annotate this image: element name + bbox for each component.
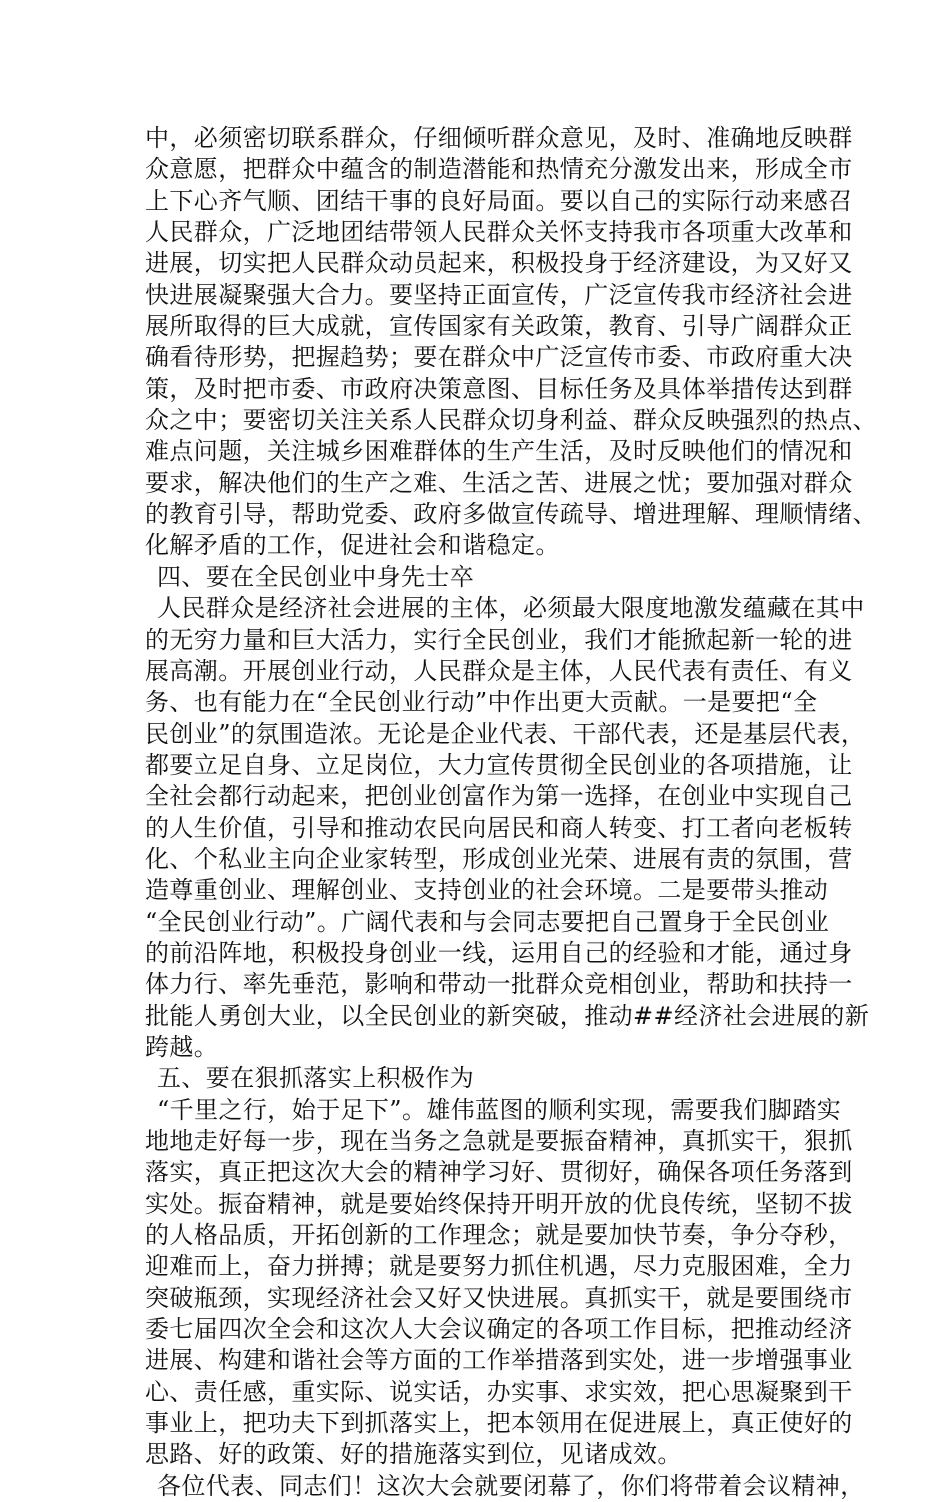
text-line: 难点问题，关注城乡困难群体的生产生活，及时反映他们的情况和 xyxy=(145,437,853,466)
text-line: 的人生价值，引导和推动农民向居民和商人转变、打工者向老板转 xyxy=(145,813,853,842)
text-line: 进展，切实把人民群众动员起来，积极投身于经济建设，为又好又 xyxy=(145,249,853,278)
text-line: 展高潮。开展创业行动，人民群众是主体，人民代表有责任、有义 xyxy=(145,656,853,685)
text-line: 事业上，把功夫下到抓落实上，把本领用在促进展上，真正使好的 xyxy=(145,1409,853,1438)
text-line: 化、个私业主向企业家转型，形成创业光荣、进展有责的氛围，营 xyxy=(145,844,853,873)
text-line: 众之中；要密切关注关系人民群众切身利益、群众反映强烈的热点、 xyxy=(145,406,877,435)
text-line: 突破瓶颈，实现经济社会又好又快进展。真抓实干，就是要围绕市 xyxy=(145,1283,853,1312)
text-line: 务、也有能力在“全民创业行动”中作出更大贡献。一是要把“全 xyxy=(145,688,818,717)
text-line: 委七届四次全会和这次人大会议确定的各项工作目标，把推动经济 xyxy=(145,1315,853,1344)
text-line: 众意愿，把群众中蕴含的制造潜能和热情充分激发出来，形成全市 xyxy=(145,155,853,184)
text-line: 要求，解决他们的生产之难、生活之苦、进展之忧；要加强对群众 xyxy=(145,468,853,497)
text-line: 地地走好每一步，现在当务之急就是要振奋精神，真抓实干，狠抓 xyxy=(145,1127,853,1155)
text-line: 全社会都行动起来，把创业创富作为第一选择，在创业中实现自己 xyxy=(145,782,853,811)
text-line: 都要立足自身、立足岗位，大力宣传贯彻全民创业的各项措施，让 xyxy=(145,750,853,779)
text-line: 实处。振奋精神，就是要始终保持开明开放的优良传统，坚韧不拔 xyxy=(145,1189,853,1218)
text-line: 的人格品质，开拓创新的工作理念；就是要加快节奏，争分夺秒， xyxy=(145,1221,853,1250)
text-line: 五、要在狠抓落实上积极作为 xyxy=(157,1064,475,1093)
text-line: 展所取得的巨大成就，宣传国家有关政策，教育、引导广阔群众正 xyxy=(145,312,853,341)
text-line: 进展、构建和谐社会等方面的工作举措落到实处，进一步增强事业 xyxy=(145,1346,853,1375)
text-line: 落实，真正把这次大会的精神学习好、贯彻好，确保各项任务落到 xyxy=(145,1158,853,1187)
text-line: 心、责任感，重实际、说实话，办实事、求实效，把心思凝聚到干 xyxy=(145,1377,853,1406)
text-line: 上下心齐气顺、团结干事的良好局面。要以自己的实际行动来感召 xyxy=(145,186,853,215)
text-line: 人民群众是经济社会进展的主体，必须最大限度地激发蕴藏在其中 xyxy=(157,594,865,623)
text-line: 中，必须密切联系群众，仔细倾听群众意见，及时、准确地反映群 xyxy=(145,124,853,152)
text-line: 的前沿阵地，积极投身创业一线，运用自己的经验和才能，通过身 xyxy=(145,938,853,967)
text-line: 体力行、率先垂范，影响和带动一批群众竞相创业，帮助和扶持一 xyxy=(145,970,853,999)
text-line: 造尊重创业、理解创业、支持创业的社会环境。二是要带头推动 xyxy=(145,876,829,905)
text-line: “全民创业行动”。广阔代表和与会同志要把自己置身于全民创业 xyxy=(145,907,830,936)
text-line: 四、要在全民创业中身先士卒 xyxy=(157,562,475,591)
text-line: 确看待形势，把握趋势；要在群众中广泛宣传市委、市政府重大决 xyxy=(145,343,853,372)
text-line: 的无穷力量和巨大活力，实行全民创业，我们才能掀起新一轮的进 xyxy=(145,625,853,654)
text-line: 策，及时把市委、市政府决策意图、目标任务及具体举措传达到群 xyxy=(145,374,853,403)
text-line: 快进展凝聚强大合力。要坚持正面宣传，广泛宣传我市经济社会进 xyxy=(145,280,853,309)
text-line: 思路、好的政策、好的措施落实到位，见诸成效。 xyxy=(145,1440,682,1469)
text-line: 人民群众，广泛地团结带领人民群众关怀支持我市各项重大改革和 xyxy=(145,218,853,247)
text-line: 的教育引导，帮助党委、政府多做宣传疏导、增进理解、理顺情绪、 xyxy=(145,500,877,529)
text-line: 各位代表、同志们！这次大会就要闭幕了，你们将带着会议精神， xyxy=(157,1471,865,1500)
text-line: 批能人勇创大业，以全民创业的新突破，推动##经济社会进展的新 xyxy=(145,1001,870,1030)
text-line: 民创业”的氛围造浓。无论是企业代表、干部代表，还是基层代表， xyxy=(145,719,866,748)
text-line: “千里之行，始于足下”。雄伟蓝图的顺利实现，需要我们脚踏实 xyxy=(157,1095,842,1124)
text-line: 跨越。 xyxy=(145,1032,219,1061)
text-line: 迎难而上，奋力拼搏；就是要努力抓住机遇，尽力克服困难，全力 xyxy=(145,1252,853,1281)
text-line: 化解矛盾的工作，促进社会和谐稳定。 xyxy=(145,531,560,560)
document-body xyxy=(145,123,877,1502)
